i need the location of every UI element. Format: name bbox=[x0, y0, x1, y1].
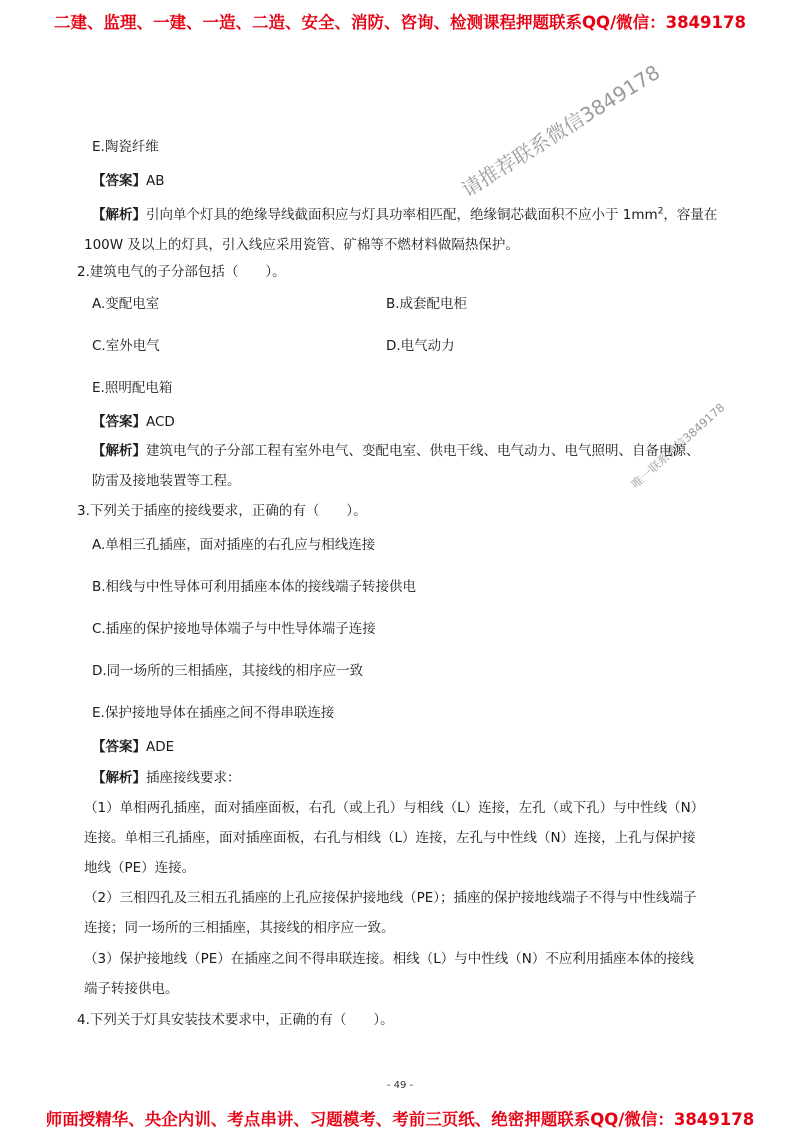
q3-option-e: E.保护接地导体在插座之间不得串联连接 bbox=[92, 705, 335, 721]
q3-answer-tag: 【答案】 bbox=[92, 739, 146, 755]
watermark-diagonal-small: 唯一联系微信3849178 bbox=[628, 400, 728, 492]
q2-option-c: C.室外电气 bbox=[92, 338, 160, 354]
q2-answer bbox=[92, 410, 175, 430]
header-banner: 二建、监理、一建、一造、二造、安全、消防、咨询、检测课程押题联系QQ/微信：3849178 bbox=[54, 13, 746, 32]
q2-analysis-line2: 防雷及接地装置等工程。 bbox=[92, 473, 241, 489]
footer-banner: 师面授精华、央企内训、考点串讲、习题模考、考前三页纸、绝密押题联系QQ/微信：3849178 bbox=[45, 1110, 755, 1129]
q1-answer-value: AB bbox=[146, 173, 165, 189]
q4-stem: 4.下列关于灯具安装技术要求中，正确的有（ ）。 bbox=[77, 1012, 394, 1028]
q2-analysis-line1: 【解析】建筑电气的子分部工程有室外电气、变配电室、供电干线、电气动力、电气照明、自备电源、 bbox=[92, 443, 700, 459]
q2-analysis-tag: 【解析】 bbox=[92, 443, 146, 459]
q2-option-d: D.电气动力 bbox=[386, 338, 455, 354]
q3-point3-line2: 端子转接供电。 bbox=[84, 981, 179, 997]
q2-answer-value: ACD bbox=[146, 414, 175, 430]
q3-point1-line1: （1）单相两孔插座，面对插座面板，右孔（或上孔）与相线（L）连接，左孔（或下孔）与中性线（N） bbox=[84, 800, 705, 816]
q1-analysis-line1: 【解析】引向单个灯具的绝缘导线截面积应与灯具功率相匹配，绝缘铜芯截面积不应小于 $1mm^2$，容量在 bbox=[92, 206, 718, 223]
watermark-diagonal-large: 请推荐联系微信3849178 bbox=[457, 59, 665, 202]
page-number: - 49 - bbox=[386, 1080, 414, 1091]
q1-analysis-tag: 【解析】 bbox=[92, 207, 146, 223]
q1-answer-tag: 【答案】 bbox=[92, 173, 146, 189]
q2-answer-tag: 【答案】 bbox=[92, 414, 146, 430]
q2-option-e: E.照明配电箱 bbox=[92, 380, 173, 396]
q2-stem: 2.建筑电气的子分部包括（ ）。 bbox=[77, 264, 286, 280]
q3-answer-value: ADE bbox=[146, 739, 175, 755]
q3-point3-line1: （3）保护接地线（PE）在插座之间不得串联连接。相线（L）与中性线（N）不应利用插座本体的接线 bbox=[84, 951, 694, 967]
q3-point1-line2: 连接。单相三孔插座，面对插座面板，右孔与相线（L）连接，左孔与中性线（N）连接，上孔与保护接 bbox=[84, 830, 696, 846]
q3-analysis-tag: 【解析】 bbox=[92, 770, 146, 786]
q3-option-a: A.单相三孔插座，面对插座的右孔应与相线连接 bbox=[92, 537, 376, 553]
q2-option-b: B.成套配电柜 bbox=[386, 296, 468, 312]
q3-option-c: C.插座的保护接地导体端子与中性导体端子连接 bbox=[92, 621, 376, 637]
q1-analysis-line2: 100W 及以上的灯具，引入线应采用瓷管、矿棉等不燃材料做隔热保护。 bbox=[84, 237, 519, 253]
q3-point1-line3: 地线（PE）连接。 bbox=[84, 860, 196, 876]
q1-option-e: E.陶瓷纤维 bbox=[92, 139, 159, 155]
q3-option-d: D.同一场所的三相插座，其接线的相序应一致 bbox=[92, 663, 364, 679]
q3-stem: 3.下列关于插座的接线要求，正确的有（ ）。 bbox=[77, 503, 367, 519]
q3-point2-line1: （2）三相四孔及三相五孔插座的上孔应接保护接地线（PE）；插座的保护接地线端子不得与中性线端子 bbox=[84, 890, 697, 906]
q1-answer bbox=[92, 169, 165, 189]
q3-point2-line2: 连接；同一场所的三相插座，其接线的相序应一致。 bbox=[84, 920, 395, 936]
q3-option-b: B.相线与中性导体可利用插座本体的接线端子转接供电 bbox=[92, 579, 417, 595]
q2-option-a: A.变配电室 bbox=[92, 296, 160, 312]
q3-analysis-intro: 【解析】插座接线要求： bbox=[92, 770, 241, 786]
q3-answer bbox=[92, 735, 174, 755]
